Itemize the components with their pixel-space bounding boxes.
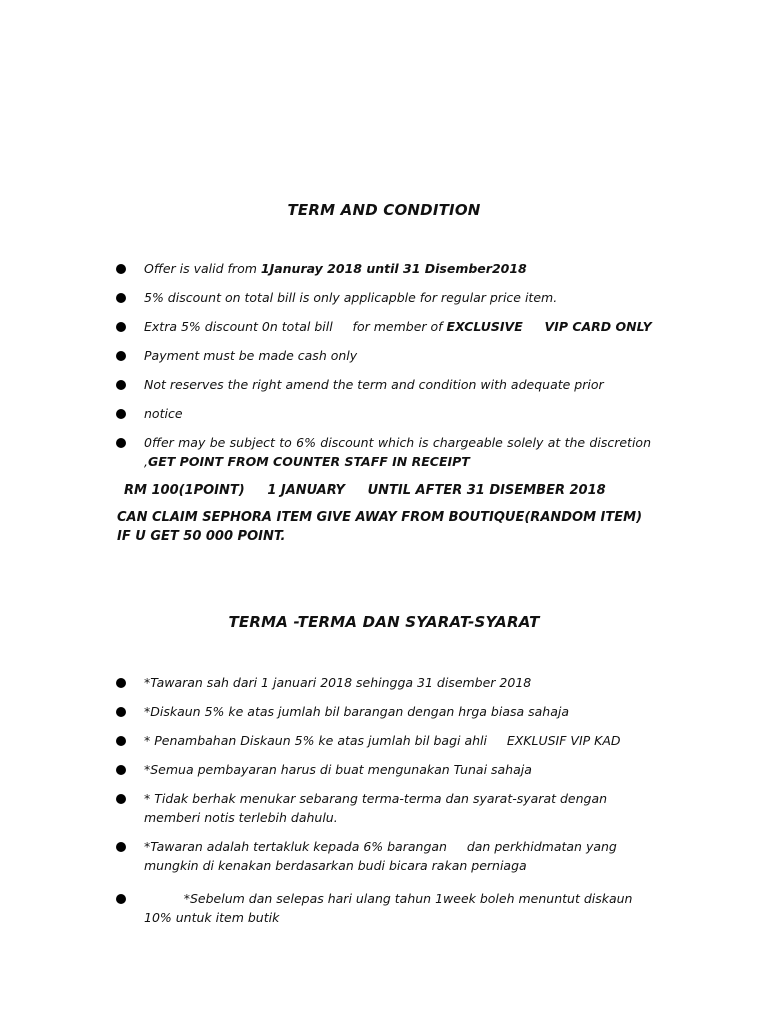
list-item-text: *Diskaun 5% ke atas jumlah bil barangan dengan hrga biasa sahaja xyxy=(144,704,570,719)
list-item-text: Not reserves the right amend the term and condition with adequate prior xyxy=(144,377,604,392)
list-item-text-part: 0ffer may be subject to 6% discount which is chargeable solely at the discretion , xyxy=(144,435,651,469)
list-item-text: * Tidak berhak menukar sebarang terma-terma dan syarat-syarat dengan memberi notis terlebih dahulu. xyxy=(144,791,608,825)
points-rate-line: RM 100(1POINT) 1 JANUARY UNTIL AFTER 31 DISEMBER 2018 xyxy=(124,483,606,498)
list-item-text: *Tawaran sah dari 1 januari 2018 sehingga 31 disember 2018 xyxy=(144,675,532,690)
list-item-text: *Sebelum dan selepas hari ulang tahun 1week boleh menuntut diskaun 10% untuk item butik xyxy=(144,891,637,925)
bullet-icon xyxy=(116,765,126,775)
bullet-icon xyxy=(116,842,126,852)
bullet-icon xyxy=(116,736,126,746)
bullet-icon xyxy=(116,264,126,274)
list-item-caps-text: GET POINT FROM COUNTER STAFF IN RECEIPT xyxy=(147,454,470,469)
list-item-text-part: Offer is valid from xyxy=(144,261,261,276)
list-item-text: notice xyxy=(144,406,183,421)
bullet-icon xyxy=(116,351,126,361)
bullet-icon xyxy=(116,438,126,448)
list-item-text: * Penambahan Diskaun 5% ke atas jumlah bil bagi ahli EXKLUSIF VIP KAD xyxy=(144,733,621,748)
bullet-icon xyxy=(116,678,126,688)
list-item-bold-text: 1Januray 2018 until 31 Disember2018 xyxy=(260,261,527,276)
list-item-text: 5% discount on total bill is only applicapble for regular price item. xyxy=(144,290,558,305)
list-item-bold-text: EXCLUSIVE VIP CARD ONLY xyxy=(446,319,652,334)
bullet-icon xyxy=(116,707,126,717)
list-item-text xyxy=(144,317,651,336)
bullet-icon xyxy=(116,894,126,904)
list-item-text xyxy=(144,259,651,278)
bullet-icon xyxy=(116,794,126,804)
list-item-text: *Tawaran adalah tertakluk kepada 6% barangan dan perkhidmatan yang mungkin di kenakan berdasarkan budi bicara rakan perniaga xyxy=(144,839,621,873)
list-item-text-part: Extra 5% discount 0n total bill for member of xyxy=(144,319,447,334)
bullet-icon xyxy=(116,380,126,390)
malay-title: TERMA -TERMA DAN SYARAT-SYARAT xyxy=(228,613,540,631)
bullet-icon xyxy=(116,293,126,303)
list-item-text xyxy=(144,433,651,471)
english-title: TERM AND CONDITION xyxy=(287,201,481,219)
bullet-icon xyxy=(116,409,126,419)
claim-gift-line: CAN CLAIM SEPHORA ITEM GIVE AWAY FROM BOUTIQUE(RANDOM ITEM) IF U GET 50 000 POINT. xyxy=(117,510,643,544)
bullet-icon xyxy=(116,322,126,332)
list-item-text: Payment must be made cash only xyxy=(144,348,358,363)
list-item-text: *Semua pembayaran harus di buat mengunakan Tunai sahaja xyxy=(144,762,532,777)
